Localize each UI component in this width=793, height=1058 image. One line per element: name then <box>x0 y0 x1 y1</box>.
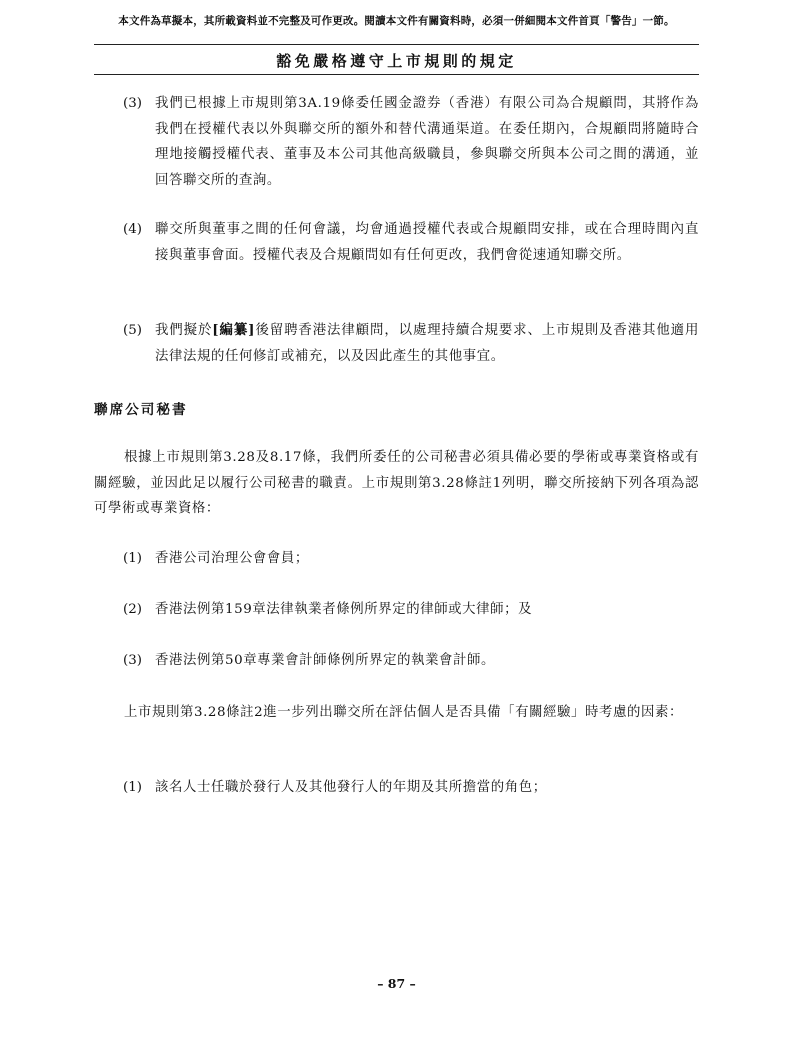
item-text: 香港公司治理公會會員； <box>155 551 309 566</box>
item-text-before: 我們擬於 <box>155 323 213 338</box>
header-rule-bottom <box>94 74 699 75</box>
page-number: – 87 – <box>377 976 416 991</box>
body-paragraph: 上市規則第3.28條註2進一步列出聯交所在評估個人是否具備「有關經驗」時考慮的因素： <box>124 705 683 720</box>
item-text-after: 後留聘香港法律顧問，以處理持續合規要求、上市規則及香港其他適用法律法規的任何修訂或補充，以及因此產生的其他事宜。 <box>155 323 699 364</box>
item-number: (3) <box>123 653 142 668</box>
list-item <box>94 91 699 193</box>
list-item <box>94 217 699 268</box>
section-title: 豁免嚴格遵守上市規則的規定 <box>276 52 517 70</box>
item-text: 聯交所與董事之間的任何會議，均會通過授權代表或合規顧問安排，或在合理時間內直接與董事會面。授權代表及合規顧問如有任何更改，我們會從速通知聯交所。 <box>155 222 699 263</box>
list-item <box>94 648 699 674</box>
item-text <box>155 318 699 369</box>
list-item <box>94 318 699 369</box>
item-number: (2) <box>123 602 142 617</box>
draft-warning-header: 本文件為草擬本，其所載資料並不完整及可作更改。閱讀本文件有關資料時，必須一併細閱本文件首頁「警告」一節。 <box>118 15 675 27</box>
item-text: 我們已根據上市規則第3A.19條委任國金證券（香港）有限公司為合規顧問，其將作為我們在授權代表以外與聯交所的額外和替代溝通渠道。在委任期內，合規顧問將隨時合理地接觸授權代表、董事及本公司其他高級職員，參與聯交所與本公司之間的溝通，並回答聯交所的查詢。 <box>155 96 699 188</box>
item-number: (5) <box>123 323 142 338</box>
item-number: (3) <box>123 96 142 111</box>
list-item <box>94 775 699 801</box>
item-number: (1) <box>123 780 142 795</box>
redacted-marker: [編纂] <box>212 322 256 338</box>
item-text: 香港法例第50章專業會計師條例所界定的執業會計師。 <box>155 653 496 668</box>
item-number: (4) <box>123 222 142 237</box>
item-number: (1) <box>123 551 142 566</box>
body-paragraph: 根據上市規則第3.28及8.17條，我們所委任的公司秘書必須具備必要的學術或專業資格或有關經驗，並因此足以履行公司秘書的職責。上市規則第3.28條註1列明，聯交所接納下列各項為認可學術或專業資格： <box>94 450 699 516</box>
header-rule-top <box>94 44 699 45</box>
item-text: 該名人士任職於發行人及其他發行人的年期及其所擔當的角色； <box>155 780 547 795</box>
list-item <box>94 546 699 572</box>
list-item <box>94 597 699 623</box>
subsection-heading: 聯席公司秘書 <box>94 402 188 418</box>
item-text: 香港法例第159章法律執業者條例所界定的律師或大律師；及 <box>155 602 533 617</box>
